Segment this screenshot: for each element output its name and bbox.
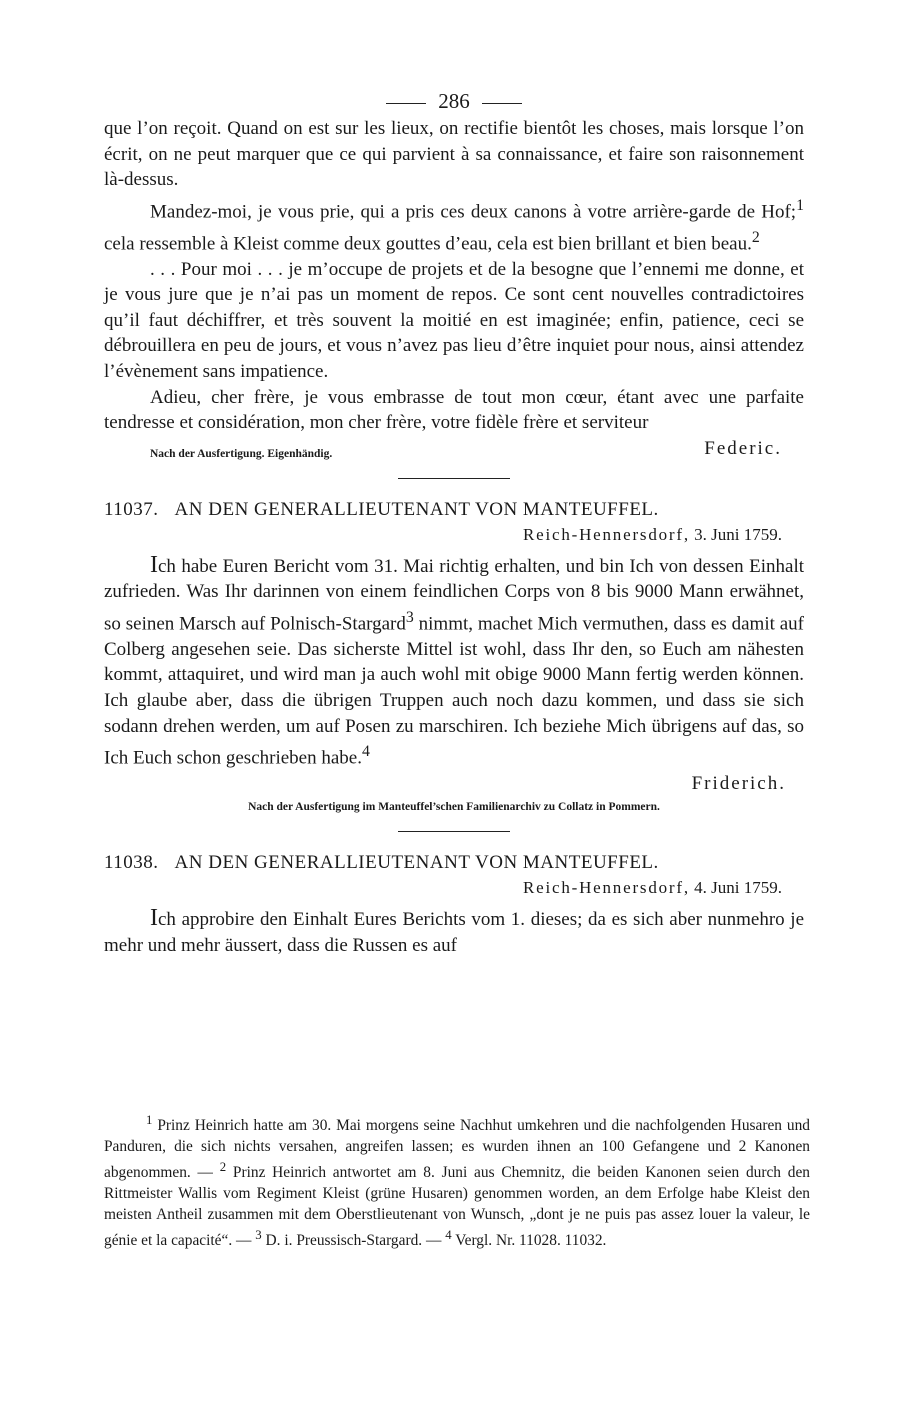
footnote-3-text: D. i. Preussisch-Stargard. — <box>261 1232 446 1250</box>
letter-11038-place: Reich-Hennersdorf, <box>522 878 690 898</box>
footnote-ref-1: 1 <box>796 196 804 214</box>
footnote-1-text: Prinz Heinrich hatte am 30. Mai morgens seine Nachhut umkehren und die nachfolgenden Husaren und Panduren, die sich nichts versahen, angreifen lassen; es wurden ihnen an 100 Gefangene und 2 Kanonen abgenommen. — <box>104 1117 810 1182</box>
intro-paragraph-2-text: Mandez-moi, je vous prie, qui a pris ces deux canons à votre arrière-garde de Hof; <box>150 201 797 223</box>
intro-paragraph-4: Adieu, cher frère, je vous embrasse de tout mon cœur, étant avec une parfaite tendresse et considération, mon cher frère, votre fidèle frère et serviteur <box>104 386 804 434</box>
intro-signature-line <box>104 438 804 466</box>
footnote-ref-4: 4 <box>361 743 370 761</box>
letter-11037-signature: Friderich. <box>691 773 786 795</box>
intro-paragraph-2 <box>104 193 804 257</box>
letter-11037-source-note: Nach der Ausfertigung im Manteuffel’schen Familienarchiv zu Collatz in Pommern. <box>248 801 660 814</box>
intro-paragraph-3: . . . Pour moi . . . je m’occupe de projets et de la besogne que l’ennemi me donne, et je vous jure que je n’ai pas un moment de repos. Ce sont cent nouvelles contradictoires qu’il faut déchiffrer, et très souvent la moitié en est imaginée; enfin, patience, ceci se débrouillera en peu de jours, et vous n’avez pas lieu d’être inquiet pour nous, ainsi attendez l’évènement sans impatience. <box>104 258 804 382</box>
letter-11038-initial: I <box>150 905 158 932</box>
footnote-mark-1: 1 <box>146 1113 153 1127</box>
page-content <box>104 86 804 958</box>
letter-11038-heading <box>104 850 804 876</box>
letter-11037-date: 3. Juni 1759. <box>689 524 782 544</box>
letter-11038-title: AN DEN GENERALLIEUTENANT VON MANTEUFFEL. <box>174 852 659 874</box>
footnote-ref-3: 3 <box>405 608 414 626</box>
page-header <box>104 86 804 116</box>
footnote-2-text: Prinz Heinrich antwortet am 8. Juni aus Chemnitz, die beiden Kanonen seien durch den Rittmeister Wallis vom Regiment Kleist (grüne Husaren) genommen worden, an dem Erfolge habe Kleist den meisten Antheil zusammen mit dem Oberstlieutenant von Wunsch, „dont je ne puis pas assez louer la valeur, le génie et la capacité“. — <box>104 1164 810 1250</box>
letter-11038-number: 11038. <box>104 852 159 874</box>
footnote-4-text: Vergl. Nr. 11028. 11032. <box>451 1232 607 1250</box>
letter-11037-dateline <box>104 523 804 547</box>
intro-signature: Federic. <box>704 437 782 459</box>
letter-11037-heading <box>104 497 804 523</box>
intro-paragraph-1: que l’on reçoit. Quand on est sur les lieux, on rectifie bientôt les choses, mais lorsque l’on écrit, on ne peut marquer que ce qui parvient à sa connaissance, et faire son raisonnement là-dessus. <box>104 118 804 191</box>
letter-11037-text-a: ch habe Euren Bericht vom 31. Mai richtig erhalten, und bin Ich von dessen Einhalt zufrieden. Was Ihr darinnen von einem feindlichen Corps von 8 bis 9000 Mann erwähnet, so seinen Marsch auf Polnisch-Stargard <box>104 555 804 635</box>
footnote-mark-4: 4 <box>445 1228 452 1243</box>
header-dash-left <box>386 103 426 104</box>
section-divider-1 <box>398 478 510 479</box>
header-dash-right <box>482 103 522 104</box>
intro-paragraph-2-text-b: cela ressemble à Kleist comme deux gouttes d’eau, cela est bien brillant et bien beau. <box>104 233 752 255</box>
page-number: 286 <box>438 89 470 113</box>
section-divider-2 <box>398 831 510 832</box>
letter-11037-initial: I <box>150 551 158 578</box>
footnote-ref-2: 2 <box>751 228 760 246</box>
footnotes <box>104 1110 810 1251</box>
letter-11038-text: ch approbire den Einhalt Eures Berichts vom 1. dieses; da es sich aber nunmehro je mehr und mehr äussert, dass die Russen es auf <box>104 909 804 956</box>
letter-11037-number: 11037. <box>104 498 159 520</box>
letter-11037-place: Reich-Hennersdorf, <box>522 524 690 544</box>
footnote-block <box>104 1110 810 1251</box>
letter-11037-body <box>104 553 804 771</box>
letter-11038-date: 4. Juni 1759. <box>689 878 782 898</box>
footnote-mark-3: 3 <box>255 1228 262 1243</box>
footnote-mark-2: 2 <box>219 1160 227 1175</box>
letter-11038-body <box>104 906 804 958</box>
letter-11037-text-b: nimmt, machet Mich vermuthen, dass es damit auf Colberg angesehen seie. Das sicherste Mittel ist wohl, dass Ihr den, so Euch am nähesten kommt, attaquiret, und wird man ja auch wohl mit obige 9000 Mann fertig werden können. Ich glaube aber, dass die übrigen Truppen auch noch dazu kommen, und dass sie sich sodann drehen werden, um auf Posen zu marschiren. Ich beziehe Mich übrigens auf das, so Ich Euch schon geschrieben habe. <box>104 613 804 769</box>
letter-11038-dateline <box>104 876 804 900</box>
letter-11037-title: AN DEN GENERALLIEUTENANT VON MANTEUFFEL. <box>174 498 659 520</box>
intro-source-note: Nach der Ausfertigung. Eigenhändig. <box>150 447 333 460</box>
